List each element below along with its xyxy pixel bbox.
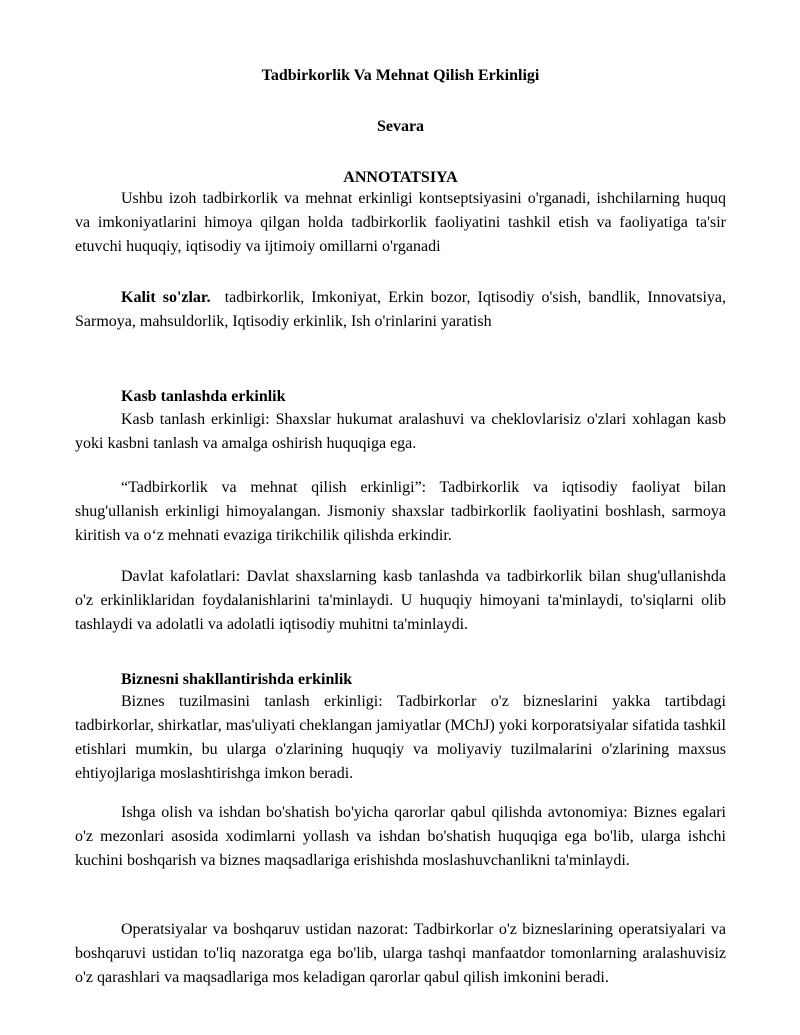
section-heading: Biznesni shakllantirishda erkinlik [121, 671, 353, 688]
section-paragraph: Davlat kafolatlari: Davlat shaxslarning kasb tanlashda va tadbirkorlik bilan shug'ullanishda o'z erkinliklaridan foydalanishlarini ta'minlaydi. U huquqiy himoyani ta'minlaydi, to'siqlarni olib tashlaydi va adolatli va adolatli iqtisodiy muhitni ta'minlaydi. [75, 568, 726, 633]
section-heading: Kasb tanlashda erkinlik [121, 388, 286, 405]
section-paragraph: Kasb tanlash erkinligi: Shaxslar hukumat aralashuvi va cheklovlarisiz o'zlari xohlagan kasb yoki kasbni tanlash va amalga oshirish huquqiga ega. [75, 411, 726, 452]
abstract-text: Ushbu izoh tadbirkorlik va mehnat erkinligi kontseptsiyasini o'rganadi, ishchilarning huquq va imkoniyatlarini himoya qilgan holda tadbirkorlik faoliyatini tashkil etish va faoliyatiga ta'sir etuvchi huquqiy, iqtisodiy va ijtimoiy omillarni o'rganadi [75, 190, 726, 255]
section-paragraph: “Tadbirkorlik va mehnat qilish erkinligi”: Tadbirkorlik va iqtisodiy faoliyat bilan shug'ullanish erkinligi himoyalangan. Jismoniy shaxslar tadbirkorlik faoliyatini boshlash, sarmoya kiritish va o‘z mehnati evaziga tirikchilik qilishda erkindir. [75, 479, 726, 544]
author-name: Sevara [376, 118, 425, 135]
keywords-paragraph [75, 286, 726, 334]
section-paragraph: Biznes tuzilmasini tanlash erkinligi: Tadbirkorlar o'z bizneslarini yakka tartibdagi tadbirkorlar, shirkatlar, mas'uliyati cheklangan jamiyatlar (MChJ) yoki korporatsiyalar sifatida tashkil etishlari mumkin, bu ularga o'zlarining huquqiy va moliyaviy tuzilmalarini o'zlarining maxsus ehtiyojlariga moslashtirishga imkon beradi. [75, 693, 726, 782]
section-paragraph: Operatsiyalar va boshqaruv ustidan nazorat: Tadbirkorlar o'z bizneslarining operatsiyalari va boshqaruvi ustidan to'liq nazoratga ega bo'lib, ularga tashqi manfaatdor tomonlarning aralashuvisiz o'z qarashlari va maqsadlariga mos keladigan qarorlar qabul qilish imkonini beradi. [75, 921, 726, 986]
keywords-label: Kalit so'zlar. [121, 289, 211, 306]
document-title: Tadbirkorlik Va Mehnat Qilish Erkinligi [261, 67, 540, 84]
keywords-text: tadbirkorlik, Imkoniyat, Erkin bozor, Iqtisodiy o'sish, bandlik, Innovatsiya, Sarmoya, mahsuldorlik, Iqtisodiy erkinlik, Ish o'rinlarini yaratish [75, 289, 727, 330]
abstract-heading: ANNOTATSIYA [343, 169, 458, 186]
section-paragraph: Ishga olish va ishdan bo'shatish bo'yicha qarorlar qabul qilishda avtonomiya: Biznes egalari o'z mezonlari asosida xodimlarni yollash va ishdan bo'shatish huquqiga ega bo'lib, ularga ishchi kuchini boshqarish va biznes maqsadlariga erishishda moslashuvchanlikni ta'minlaydi. [75, 804, 726, 869]
